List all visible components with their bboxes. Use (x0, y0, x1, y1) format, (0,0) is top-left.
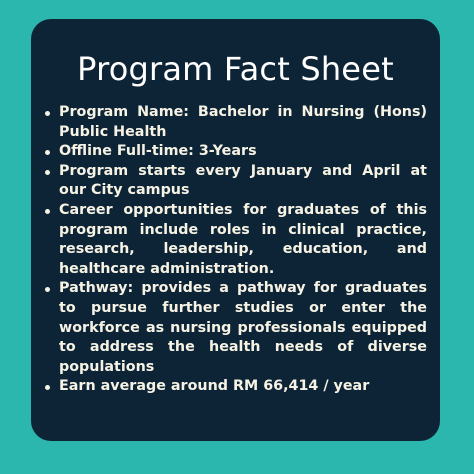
fact-sheet-card (31, 19, 440, 441)
fact-item-intake: Program starts every January and April at our City campus (43, 162, 427, 201)
page-title: Program Fact Sheet (77, 50, 394, 88)
fact-item-career-opportunities: Career opportunities for graduates of this program include roles in clinical practice, research, leadership, education, and healthcare administration. (43, 201, 427, 279)
fact-item-pathway: Pathway: provides a pathway for graduates to pursue further studies or enter the workforce as nursing professionals equipped to address the health needs of diverse populations (43, 279, 427, 377)
fact-item-program-name: Program Name: Bachelor in Nursing (Hons) Public Health (43, 103, 427, 142)
fact-item-average-earnings: Earn average around RM 66,414 / year (43, 377, 427, 397)
fact-list (43, 103, 427, 397)
fact-item-study-mode: Offline Full-time: 3-Years (43, 142, 427, 162)
